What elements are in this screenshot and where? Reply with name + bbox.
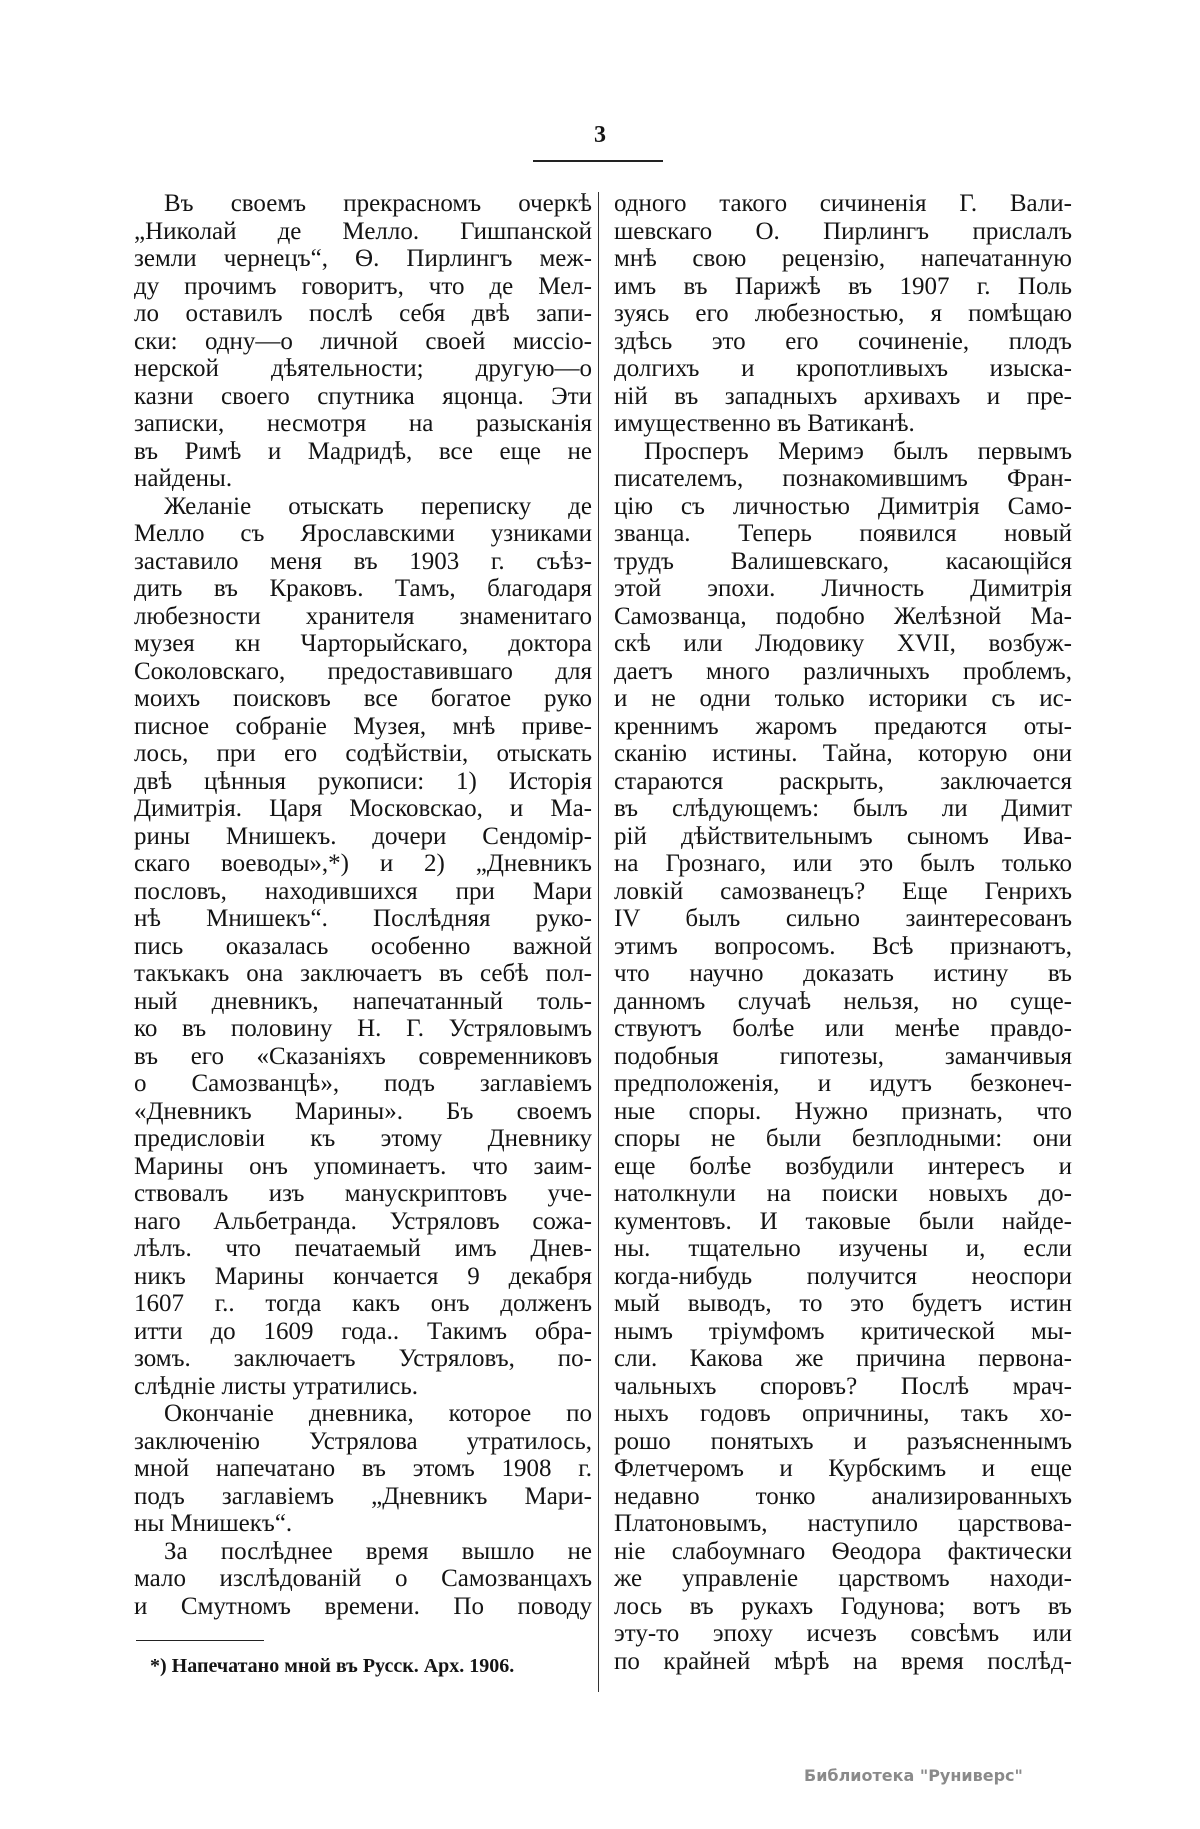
- text-line: на Грознаго, или это былъ только: [614, 850, 1072, 877]
- text-line: моихъ поисковъ все богатое руко: [134, 685, 592, 712]
- text-line: слѣдніе листы утратились.: [134, 1372, 419, 1400]
- text-line: званца. Теперь появился новый: [614, 520, 1072, 547]
- text-line: ній въ западныхъ архивахъ и пре-: [614, 382, 1072, 410]
- text-line: 1607 г.. тогда какъ онъ долженъ: [134, 1290, 592, 1317]
- text-line: недавно тонко анализированныхъ: [614, 1482, 1072, 1510]
- text-line: эту-то эпоху исчезъ совсѣмъ или: [614, 1620, 1072, 1647]
- header-rule: [533, 160, 663, 162]
- text-line: IV былъ сильно заинтересованъ: [614, 905, 1072, 932]
- text-line: найдены.: [134, 465, 233, 492]
- text-line: нѣ Мнишекъ“. Послѣдняя руко-: [134, 905, 592, 932]
- text-line: мной напечатано въ этомъ 1908 г.: [134, 1455, 592, 1482]
- text-line: любезности хранителя знаменитаго: [134, 602, 592, 630]
- text-line: и Смутномъ времени. По поводу: [134, 1592, 592, 1620]
- text-line: За послѣднее время вышло не: [164, 1537, 592, 1565]
- text-line: этимъ вопросомъ. Всѣ признаютъ,: [614, 932, 1072, 960]
- text-line: въ его «Сказаніяхъ современниковъ: [134, 1042, 592, 1070]
- text-line: лось въ рукахъ Годунова; вотъ въ: [614, 1592, 1072, 1620]
- text-line: одного такого сичиненія Г. Вали-: [614, 190, 1072, 217]
- text-line: пись оказалась особенно важной: [134, 932, 592, 960]
- text-line: нымъ тріумфомъ критической мы-: [614, 1317, 1072, 1345]
- text-line: натолкнули на поиски новыхъ до-: [614, 1180, 1072, 1207]
- paragraph: [614, 190, 1072, 438]
- text-line: никъ Марины кончается 9 декабря: [134, 1262, 592, 1290]
- text-line: мнѣ свою рецензію, напечатанную: [614, 245, 1072, 272]
- text-line: подъ заглавіемъ „Дневникъ Мари-: [134, 1482, 592, 1510]
- paragraph: [134, 493, 592, 1401]
- text-line: ловкій самозванецъ? Еще Генрихъ: [614, 877, 1072, 905]
- text-line: скаго воеводы»,*) и 2) „Дневникъ: [134, 850, 592, 877]
- text-line: земли чернецъ“, Ѳ. Пирлингъ меж-: [134, 245, 592, 272]
- text-line: ны. тщательно изучены и, если: [614, 1235, 1072, 1262]
- text-line: „Николай де Мелло. Гишпанской: [134, 217, 592, 245]
- text-line: ствуютъ болѣе или менѣе правдо-: [614, 1015, 1072, 1042]
- text-line: предположенія, и идутъ безконеч-: [614, 1070, 1072, 1097]
- text-line: Платоновымъ, наступило царствова-: [614, 1510, 1072, 1537]
- text-line: ніе слабоумнаго Ѳеодора фактически: [614, 1537, 1072, 1565]
- text-line: Марины онъ упоминаетъ. что заим-: [134, 1152, 592, 1180]
- text-line: предисловіи къ этому Дневнику: [134, 1125, 592, 1152]
- text-line: ко въ половину Н. Г. Устряловымъ: [134, 1015, 592, 1042]
- text-line: данномъ случаѣ нельзя, но суще-: [614, 987, 1072, 1015]
- text-line: шевскаго О. Пирлингъ прислалъ: [614, 217, 1072, 245]
- text-line: сканію истины. Тайна, которую они: [614, 740, 1072, 767]
- text-line: въ слѣдующемъ: былъ ли Димит: [614, 795, 1072, 822]
- text-line: сли. Какова же причина первона-: [614, 1345, 1072, 1372]
- text-line: скѣ или Людовику XVII, возбуж-: [614, 630, 1072, 657]
- text-line: Просперъ Меримэ былъ первымъ: [644, 437, 1072, 465]
- text-line: ствовалъ изъ манускриптовъ уче-: [134, 1180, 592, 1207]
- paragraph: [614, 438, 1072, 1676]
- text-line: дить въ Краковъ. Тамъ, благодаря: [134, 575, 592, 602]
- text-line: зомъ. заключаетъ Устряловъ, по-: [134, 1345, 592, 1372]
- text-line: Желаніе отыскать переписку де: [164, 492, 592, 520]
- text-line: зуясь его любезностью, я помѣщаю: [614, 300, 1072, 327]
- text-line: итти до 1609 года.. Такимъ обра-: [134, 1317, 592, 1345]
- text-line: мый выводъ, то это будетъ истин: [614, 1290, 1072, 1317]
- text-line: Самозванца, подобно Желѣзной Ма-: [614, 602, 1072, 630]
- text-line: ло оставилъ послѣ себя двѣ запи-: [134, 300, 592, 327]
- text-line: о Самозванцѣ», подъ заглавіемъ: [134, 1070, 592, 1097]
- text-line: Въ своемъ прекрасномъ очеркѣ: [164, 190, 592, 217]
- text-line: пословъ, находившихся при Мари: [134, 877, 592, 905]
- text-line: рій дѣйствительнымъ сыномъ Ива-: [614, 822, 1072, 850]
- text-line: писателемъ, познакомившимъ Фран-: [614, 465, 1072, 492]
- text-line: лось, при его содѣйствіи, отыскать: [134, 740, 592, 767]
- text-line: ныхъ годовъ опричнины, такъ хо-: [614, 1400, 1072, 1427]
- text-line: и не одни только историки съ ис-: [614, 685, 1072, 712]
- paragraph: [134, 1538, 592, 1621]
- left-column: [134, 190, 592, 1620]
- page-number: 3: [594, 122, 606, 148]
- text-line: кументовъ. И таковые были найде-: [614, 1207, 1072, 1235]
- text-line: Окончаніе дневника, которое по: [164, 1400, 592, 1427]
- text-line: стараются раскрыть, заключается: [614, 767, 1072, 795]
- text-line: же управленіе царствомъ находи-: [614, 1565, 1072, 1592]
- text-line: цію съ личностью Димитрія Само-: [614, 492, 1072, 520]
- text-line: креннимъ жаромъ предаются оты-: [614, 712, 1072, 740]
- text-line: этой эпохи. Личность Димитрія: [614, 575, 1072, 602]
- footnote-rule: [136, 1640, 264, 1641]
- column-divider: [598, 192, 599, 1692]
- text-line: здѣсь это его сочиненіе, плодъ: [614, 327, 1072, 355]
- paragraph: [134, 1400, 592, 1538]
- text-line: споры не были безплодными: они: [614, 1125, 1072, 1152]
- text-line: ный дневникъ, напечатанный толь-: [134, 987, 592, 1015]
- text-line: по крайней мѣрѣ на время послѣд-: [614, 1647, 1072, 1675]
- text-line: ные споры. Нужно признать, что: [614, 1097, 1072, 1125]
- right-column: [614, 190, 1072, 1675]
- text-line: что научно доказать истину въ: [614, 960, 1072, 987]
- text-line: чальныхъ споровъ? Послѣ мрач-: [614, 1372, 1072, 1400]
- text-line: подобныя гипотезы, заманчивыя: [614, 1042, 1072, 1070]
- footnote: *) Напечатано мной въ Русск. Арх. 1906.: [150, 1655, 515, 1677]
- text-line: когда-нибудь получится неоспори: [614, 1262, 1072, 1290]
- text-line: долгихъ и кропотливыхъ изыска-: [614, 355, 1072, 382]
- text-line: имъ въ Парижѣ въ 1907 г. Поль: [614, 272, 1072, 300]
- text-line: Мелло съ Ярославскими узниками: [134, 520, 592, 547]
- text-line: рины Мнишекъ. дочери Сендомір-: [134, 822, 592, 850]
- text-line: нерской дѣятельности; другую—о: [134, 355, 592, 382]
- text-line: Соколовскаго, предоставившаго для: [134, 657, 592, 685]
- paragraph: [134, 190, 592, 493]
- text-line: ду прочимъ говоритъ, что де Мел-: [134, 272, 592, 300]
- text-line: музея кн Чарторыйскаго, доктора: [134, 630, 592, 657]
- text-line: трудъ Валишевскаго, касающійся: [614, 547, 1072, 575]
- text-line: Димитрія. Царя Московскао, и Ма-: [134, 795, 592, 822]
- library-watermark: Библиотека "Руниверс": [804, 1766, 1023, 1785]
- text-line: заставило меня въ 1903 г. съѣз-: [134, 547, 592, 575]
- text-line: «Дневникъ Марины». Бъ своемъ: [134, 1097, 592, 1125]
- text-line: даетъ много различныхъ проблемъ,: [614, 657, 1072, 685]
- text-line: казни своего спутника яцонца. Эти: [134, 382, 592, 410]
- text-line: заключенію Устрялова утратилось,: [134, 1427, 592, 1455]
- text-line: писное собраніе Музея, мнѣ приве-: [134, 712, 592, 740]
- text-line: въ Римѣ и Мадридѣ, все еще не: [134, 437, 592, 465]
- text-line: ски: одну—о личной своей миссіо-: [134, 327, 592, 355]
- text-line: записки, несмотря на разысканія: [134, 410, 592, 437]
- text-line: еще болѣе возбудили интересъ и: [614, 1152, 1072, 1180]
- text-line: имущественно въ Ватиканѣ.: [614, 410, 915, 437]
- text-line: Флетчеромъ и Курбскимъ и еще: [614, 1455, 1072, 1482]
- text-line: двѣ цѣнныя рукописи: 1) Исторія: [134, 767, 592, 795]
- text-line: лѣлъ. что печатаемый имъ Днев-: [134, 1235, 592, 1262]
- text-line: рошо понятыхъ и разъясненнымъ: [614, 1427, 1072, 1455]
- text-line: мало изслѣдованій о Самозванцахъ: [134, 1565, 592, 1592]
- text-line: наго Альбетранда. Устряловъ сожа-: [134, 1207, 592, 1235]
- text-line: такъкакъ она заключаетъ въ себѣ пол-: [134, 960, 592, 987]
- text-line: ны Мнишекъ“.: [134, 1510, 293, 1537]
